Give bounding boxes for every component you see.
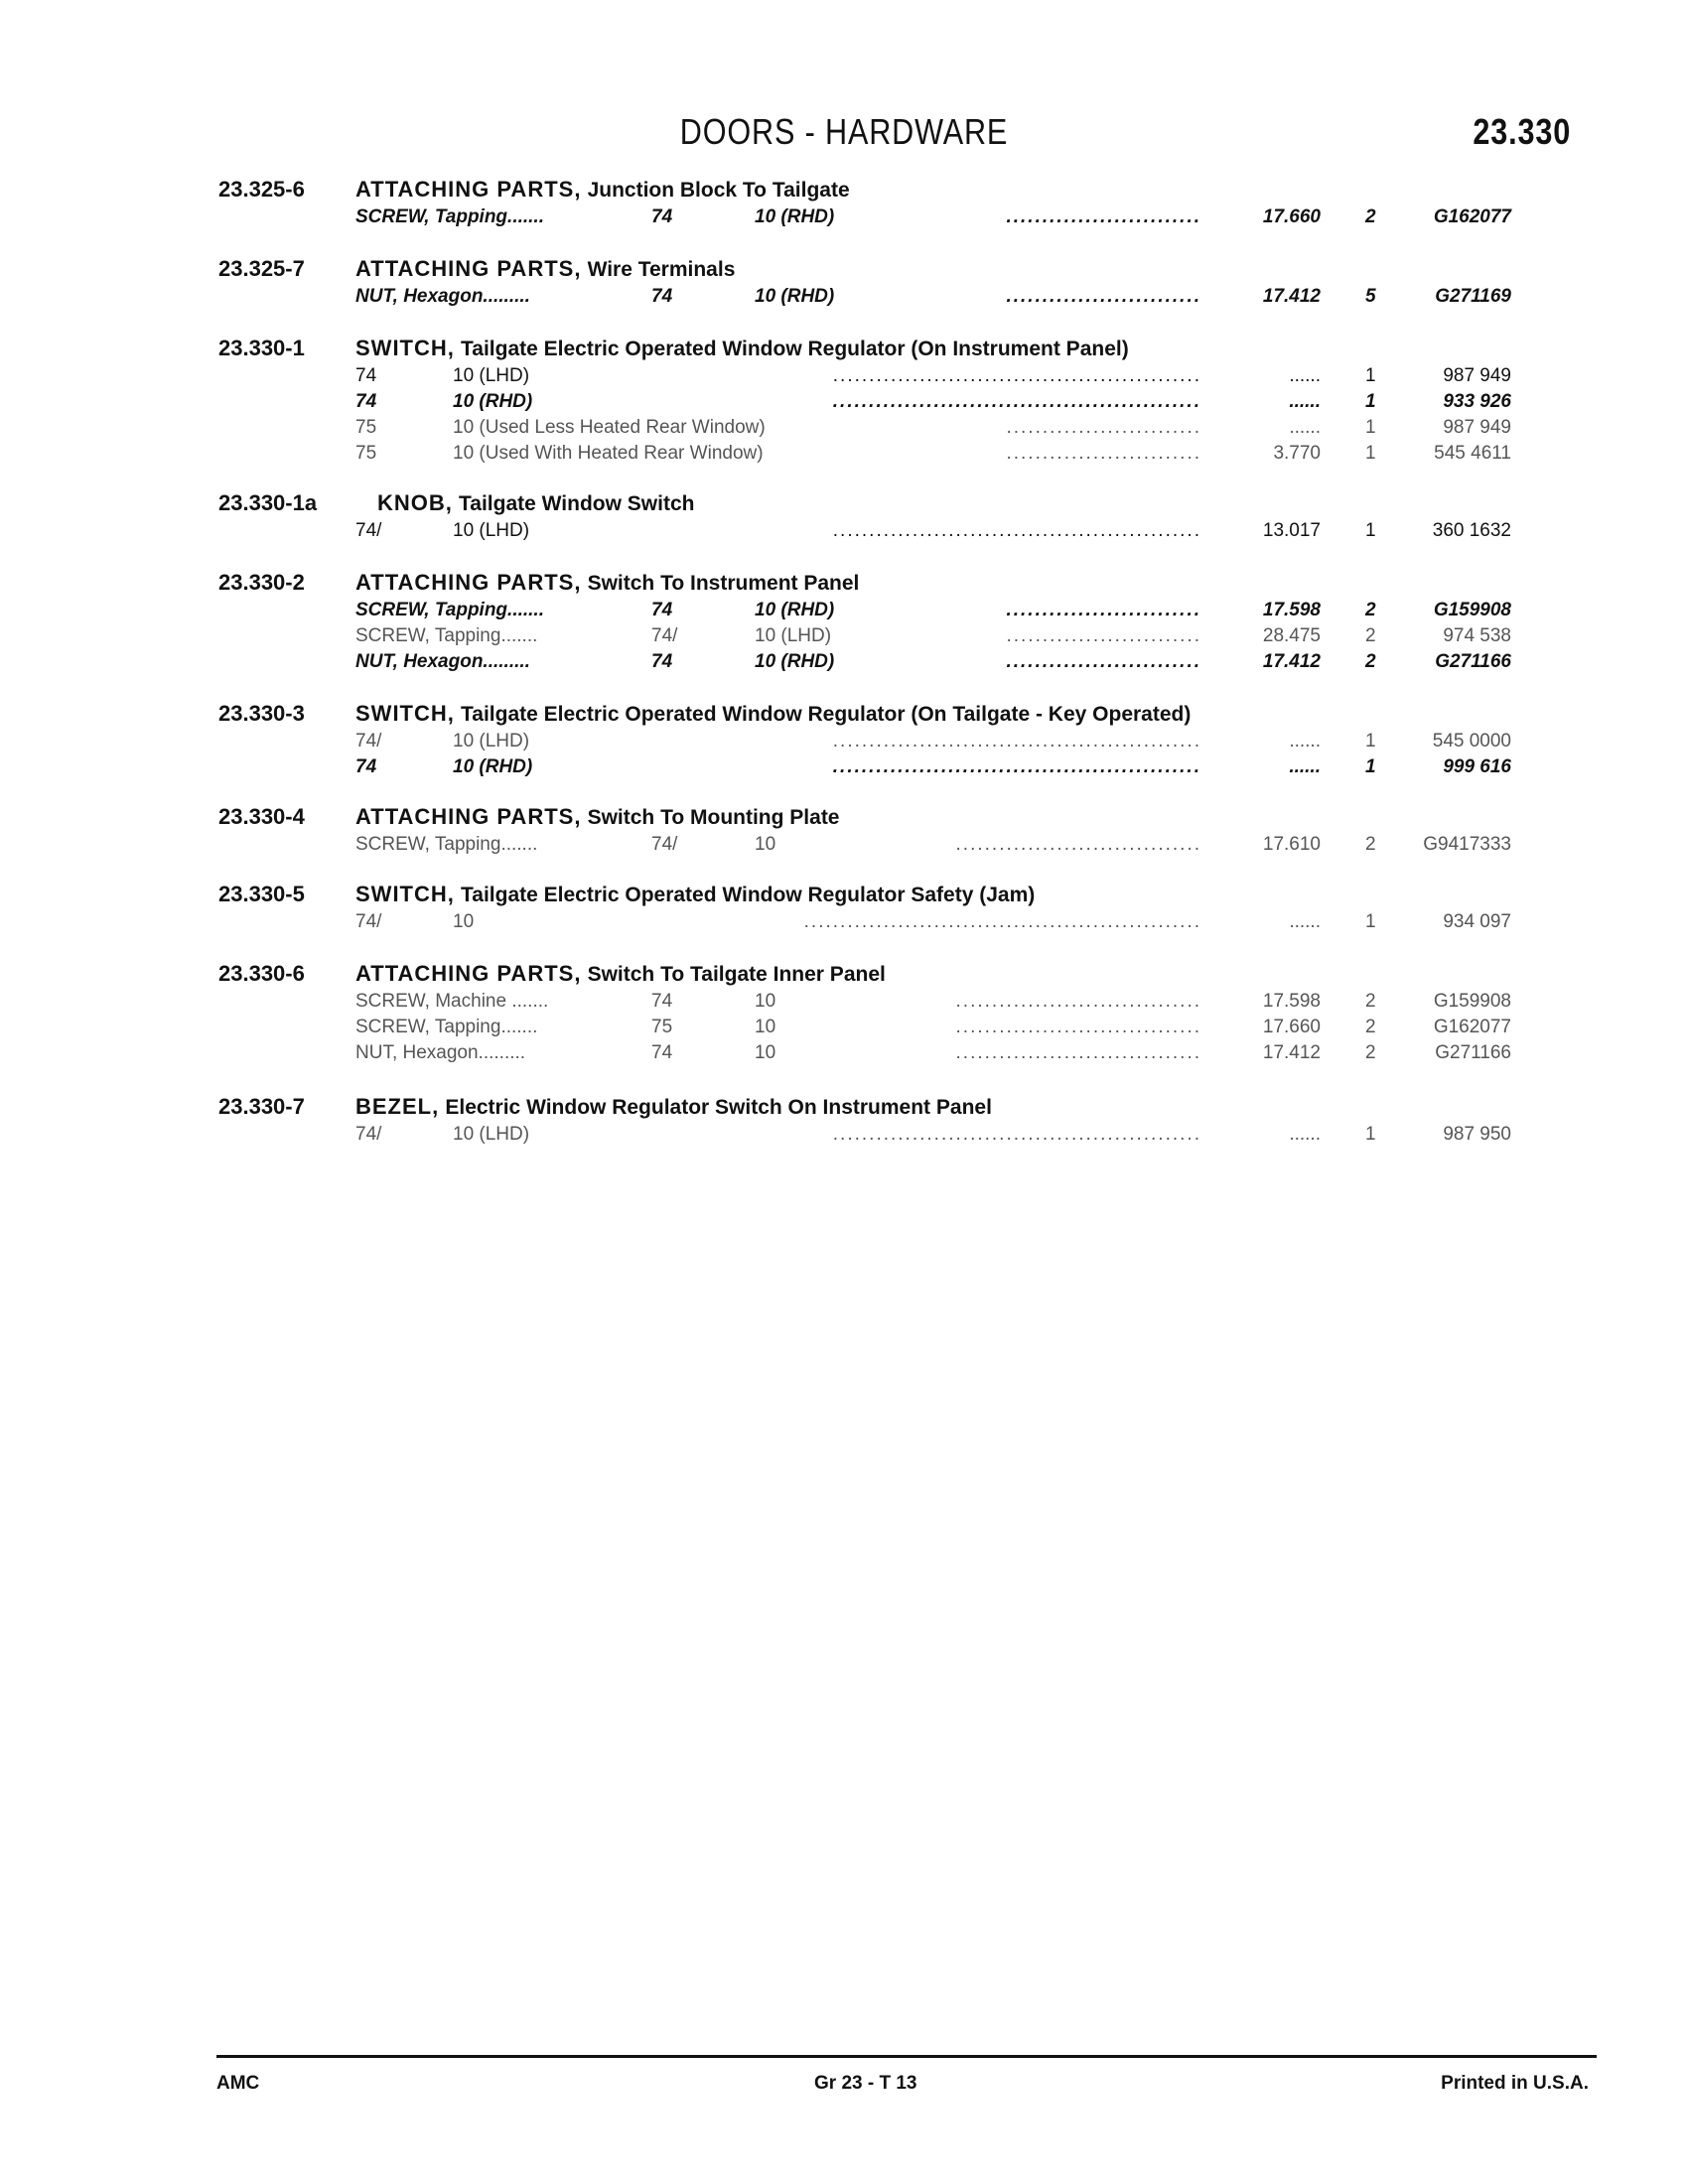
price-code: ...... <box>1289 365 1321 386</box>
application-code: 10 (LHD) <box>453 365 530 386</box>
application-code: 10 (LHD) <box>755 625 832 646</box>
quantity: 1 <box>1365 417 1376 438</box>
page-section-number: 23.330 <box>1473 111 1571 152</box>
dot-leader: ........................... <box>1006 286 1201 307</box>
quantity: 2 <box>1365 651 1376 672</box>
application-code: 10 <box>755 1017 776 1037</box>
group-heading <box>355 336 1129 361</box>
quantity: 1 <box>1365 911 1376 932</box>
part-number: G271166 <box>1435 1042 1511 1063</box>
application-code: 10 (RHD) <box>755 651 835 672</box>
dot-leader: .................................. <box>955 991 1201 1012</box>
part-row <box>0 286 1688 312</box>
part-number: 999 616 <box>1443 756 1511 777</box>
fastener-type: NUT, Hexagon......... <box>355 1042 526 1063</box>
dot-leader: .................................. <box>955 1017 1201 1037</box>
part-row <box>0 443 1688 469</box>
quantity: 2 <box>1365 625 1376 646</box>
model-year: 75 <box>651 1017 673 1037</box>
reference-number: 23.330-1a <box>218 490 318 515</box>
fastener-type: SCREW, Tapping....... <box>355 625 538 646</box>
quantity: 1 <box>1365 443 1376 464</box>
part-row <box>0 1042 1688 1068</box>
dot-leader: .................................. <box>955 834 1201 855</box>
fastener-type: SCREW, Tapping....... <box>355 1017 538 1037</box>
part-name: ATTACHING PARTS, <box>355 961 582 986</box>
model-year: 74/ <box>651 625 678 646</box>
reference-number: 23.330-5 <box>218 882 305 906</box>
dot-leader: ................................................... <box>832 365 1201 386</box>
reference-number: 23.330-1 <box>218 336 305 360</box>
price-code: 17.412 <box>1262 1042 1321 1063</box>
quantity: 5 <box>1365 286 1376 307</box>
footer-brand: AMC <box>216 2073 260 2094</box>
reference-number: 23.330-7 <box>218 1094 305 1119</box>
group-heading <box>355 177 850 203</box>
part-row <box>0 417 1688 443</box>
part-name: BEZEL, <box>355 1094 440 1119</box>
part-description: Electric Window Regulator Switch On Instrument Panel <box>445 1096 992 1119</box>
part-number: G159908 <box>1433 600 1511 620</box>
reference-number: 23.330-4 <box>218 804 305 829</box>
price-code: ...... <box>1289 1124 1321 1145</box>
group-heading <box>355 1094 992 1120</box>
quantity: 2 <box>1365 991 1376 1012</box>
application-code: 10 (LHD) <box>453 731 530 751</box>
part-row <box>0 206 1688 232</box>
part-number: 933 926 <box>1443 391 1511 412</box>
fastener-type: NUT, Hexagon......... <box>355 651 530 672</box>
application-code: 10 (LHD) <box>453 1124 530 1145</box>
footer-print-note: Printed in U.S.A. <box>1441 2073 1589 2094</box>
part-description: Tailgate Electric Operated Window Regulator (On Tailgate - Key Operated) <box>461 703 1192 726</box>
part-number: G159908 <box>1433 991 1511 1012</box>
price-code: ...... <box>1289 756 1321 777</box>
dot-leader: ................................................... <box>832 520 1201 541</box>
part-description: Junction Block To Tailgate <box>587 179 850 202</box>
group-heading <box>355 570 859 596</box>
part-number: 987 949 <box>1443 365 1511 386</box>
part-row <box>0 991 1688 1017</box>
model-year: 74/ <box>355 731 382 751</box>
model-year: 74/ <box>651 834 678 855</box>
part-number: G271166 <box>1435 651 1511 672</box>
part-description: Tailgate Electric Operated Window Regulator Safety (Jam) <box>461 884 1036 906</box>
part-number: G162077 <box>1433 206 1511 227</box>
dot-leader: ....................................................... <box>803 911 1201 932</box>
part-row <box>0 520 1688 546</box>
group-heading <box>355 256 735 282</box>
part-row <box>0 625 1688 651</box>
model-year: 75 <box>355 443 377 464</box>
reference-number: 23.325-6 <box>218 177 305 202</box>
footer-group-code: Gr 23 - T 13 <box>814 2073 917 2094</box>
part-number: 987 950 <box>1443 1124 1511 1145</box>
dot-leader: ........................... <box>1006 625 1201 646</box>
price-code: 13.017 <box>1262 520 1321 541</box>
model-year: 74 <box>651 991 673 1012</box>
group-heading <box>355 882 1035 907</box>
model-year: 74 <box>651 1042 673 1063</box>
application-code: 10 <box>453 911 475 932</box>
fastener-type: SCREW, Tapping....... <box>355 600 544 620</box>
application-code: 10 (LHD) <box>453 520 530 541</box>
model-year: 74 <box>651 651 673 672</box>
price-code: 17.598 <box>1262 991 1321 1012</box>
part-name: SWITCH, <box>355 882 455 906</box>
price-code: 17.598 <box>1262 600 1321 620</box>
dot-leader: ........................... <box>1006 206 1201 227</box>
fastener-type: NUT, Hexagon......... <box>355 286 530 307</box>
fastener-type: SCREW, Tapping....... <box>355 834 538 855</box>
price-code: 17.412 <box>1262 651 1321 672</box>
reference-number: 23.330-2 <box>218 570 305 595</box>
group-heading <box>355 701 1191 727</box>
part-row <box>0 756 1688 782</box>
part-row <box>0 651 1688 677</box>
model-year: 74 <box>355 756 377 777</box>
part-name: SWITCH, <box>355 336 455 360</box>
model-year: 74/ <box>355 911 382 932</box>
dot-leader: ........................... <box>1006 417 1201 438</box>
model-year: 75 <box>355 417 377 438</box>
part-number: 974 538 <box>1443 625 1511 646</box>
dot-leader: ........................... <box>1006 443 1201 464</box>
quantity: 1 <box>1365 731 1376 751</box>
application-code: 10 <box>755 834 776 855</box>
group-heading <box>377 490 694 516</box>
part-description: Switch To Tailgate Inner Panel <box>587 963 886 986</box>
part-name: ATTACHING PARTS, <box>355 256 582 281</box>
quantity: 1 <box>1365 1124 1376 1145</box>
application-code: 10 (RHD) <box>755 600 835 620</box>
quantity: 1 <box>1365 391 1376 412</box>
part-number: 934 097 <box>1443 911 1511 932</box>
reference-number: 23.330-6 <box>218 961 305 986</box>
model-year: 74 <box>651 206 673 227</box>
part-row <box>0 391 1688 417</box>
part-description: Tailgate Electric Operated Window Regulator (On Instrument Panel) <box>461 338 1129 360</box>
part-name: ATTACHING PARTS, <box>355 177 582 202</box>
model-year: 74/ <box>355 1124 382 1145</box>
price-code: 28.475 <box>1262 625 1321 646</box>
reference-number: 23.330-3 <box>218 701 305 726</box>
quantity: 1 <box>1365 365 1376 386</box>
part-row <box>0 834 1688 860</box>
part-name: ATTACHING PARTS, <box>355 570 582 595</box>
quantity: 1 <box>1365 756 1376 777</box>
dot-leader: ................................................... <box>832 756 1201 777</box>
price-code: 17.660 <box>1262 1017 1321 1037</box>
dot-leader: .................................. <box>955 1042 1201 1063</box>
part-description: Switch To Instrument Panel <box>587 572 860 595</box>
part-row <box>0 365 1688 391</box>
price-code: ...... <box>1289 731 1321 751</box>
quantity: 2 <box>1365 1042 1376 1063</box>
part-row <box>0 1124 1688 1150</box>
dot-leader: ................................................... <box>832 391 1201 412</box>
part-name: SWITCH, <box>355 701 455 726</box>
part-description: Wire Terminals <box>587 258 736 281</box>
part-description: Switch To Mounting Plate <box>587 806 840 829</box>
part-row <box>0 731 1688 756</box>
price-code: 3.770 <box>1273 443 1321 464</box>
quantity: 2 <box>1365 834 1376 855</box>
part-number: G9417333 <box>1423 834 1511 855</box>
price-code: ...... <box>1289 391 1321 412</box>
price-code: ...... <box>1289 911 1321 932</box>
dot-leader: ................................................... <box>832 731 1201 751</box>
dot-leader: ................................................... <box>832 1124 1201 1145</box>
price-code: ...... <box>1289 417 1321 438</box>
fastener-type: SCREW, Tapping....... <box>355 206 544 227</box>
model-year: 74 <box>355 365 377 386</box>
price-code: 17.660 <box>1262 206 1321 227</box>
model-year: 74 <box>355 391 377 412</box>
footer-divider <box>216 2055 1597 2058</box>
application-code: 10 (RHD) <box>755 206 835 227</box>
quantity: 2 <box>1365 600 1376 620</box>
page-title: DOORS - HARDWARE <box>679 111 1009 152</box>
part-number: 545 0000 <box>1432 731 1511 751</box>
fastener-type: SCREW, Machine ....... <box>355 991 549 1012</box>
quantity: 2 <box>1365 1017 1376 1037</box>
part-name: KNOB, <box>377 490 453 515</box>
part-row <box>0 1017 1688 1042</box>
group-heading <box>355 961 886 987</box>
reference-number: 23.325-7 <box>218 256 305 281</box>
dot-leader: ........................... <box>1006 600 1201 620</box>
application-code: 10 <box>755 1042 776 1063</box>
model-year: 74/ <box>355 520 382 541</box>
price-code: 17.412 <box>1262 286 1321 307</box>
application-code: 10 (RHD) <box>453 756 533 777</box>
part-number: G162077 <box>1433 1017 1511 1037</box>
part-number: G271169 <box>1435 286 1511 307</box>
part-row <box>0 911 1688 937</box>
quantity: 2 <box>1365 206 1376 227</box>
quantity: 1 <box>1365 520 1376 541</box>
part-row <box>0 600 1688 625</box>
application-code: 10 (RHD) <box>755 286 835 307</box>
part-number: 545 4611 <box>1434 443 1511 464</box>
part-number: 987 949 <box>1443 417 1511 438</box>
application-code: 10 (Used With Heated Rear Window) <box>453 443 764 464</box>
group-heading <box>355 804 840 830</box>
application-code: 10 (Used Less Heated Rear Window) <box>453 417 766 438</box>
application-code: 10 (RHD) <box>453 391 533 412</box>
model-year: 74 <box>651 286 673 307</box>
part-name: ATTACHING PARTS, <box>355 804 582 829</box>
model-year: 74 <box>651 600 673 620</box>
dot-leader: ........................... <box>1006 651 1201 672</box>
part-number: 360 1632 <box>1432 520 1511 541</box>
part-description: Tailgate Window Switch <box>459 492 695 515</box>
price-code: 17.610 <box>1262 834 1321 855</box>
application-code: 10 <box>755 991 776 1012</box>
